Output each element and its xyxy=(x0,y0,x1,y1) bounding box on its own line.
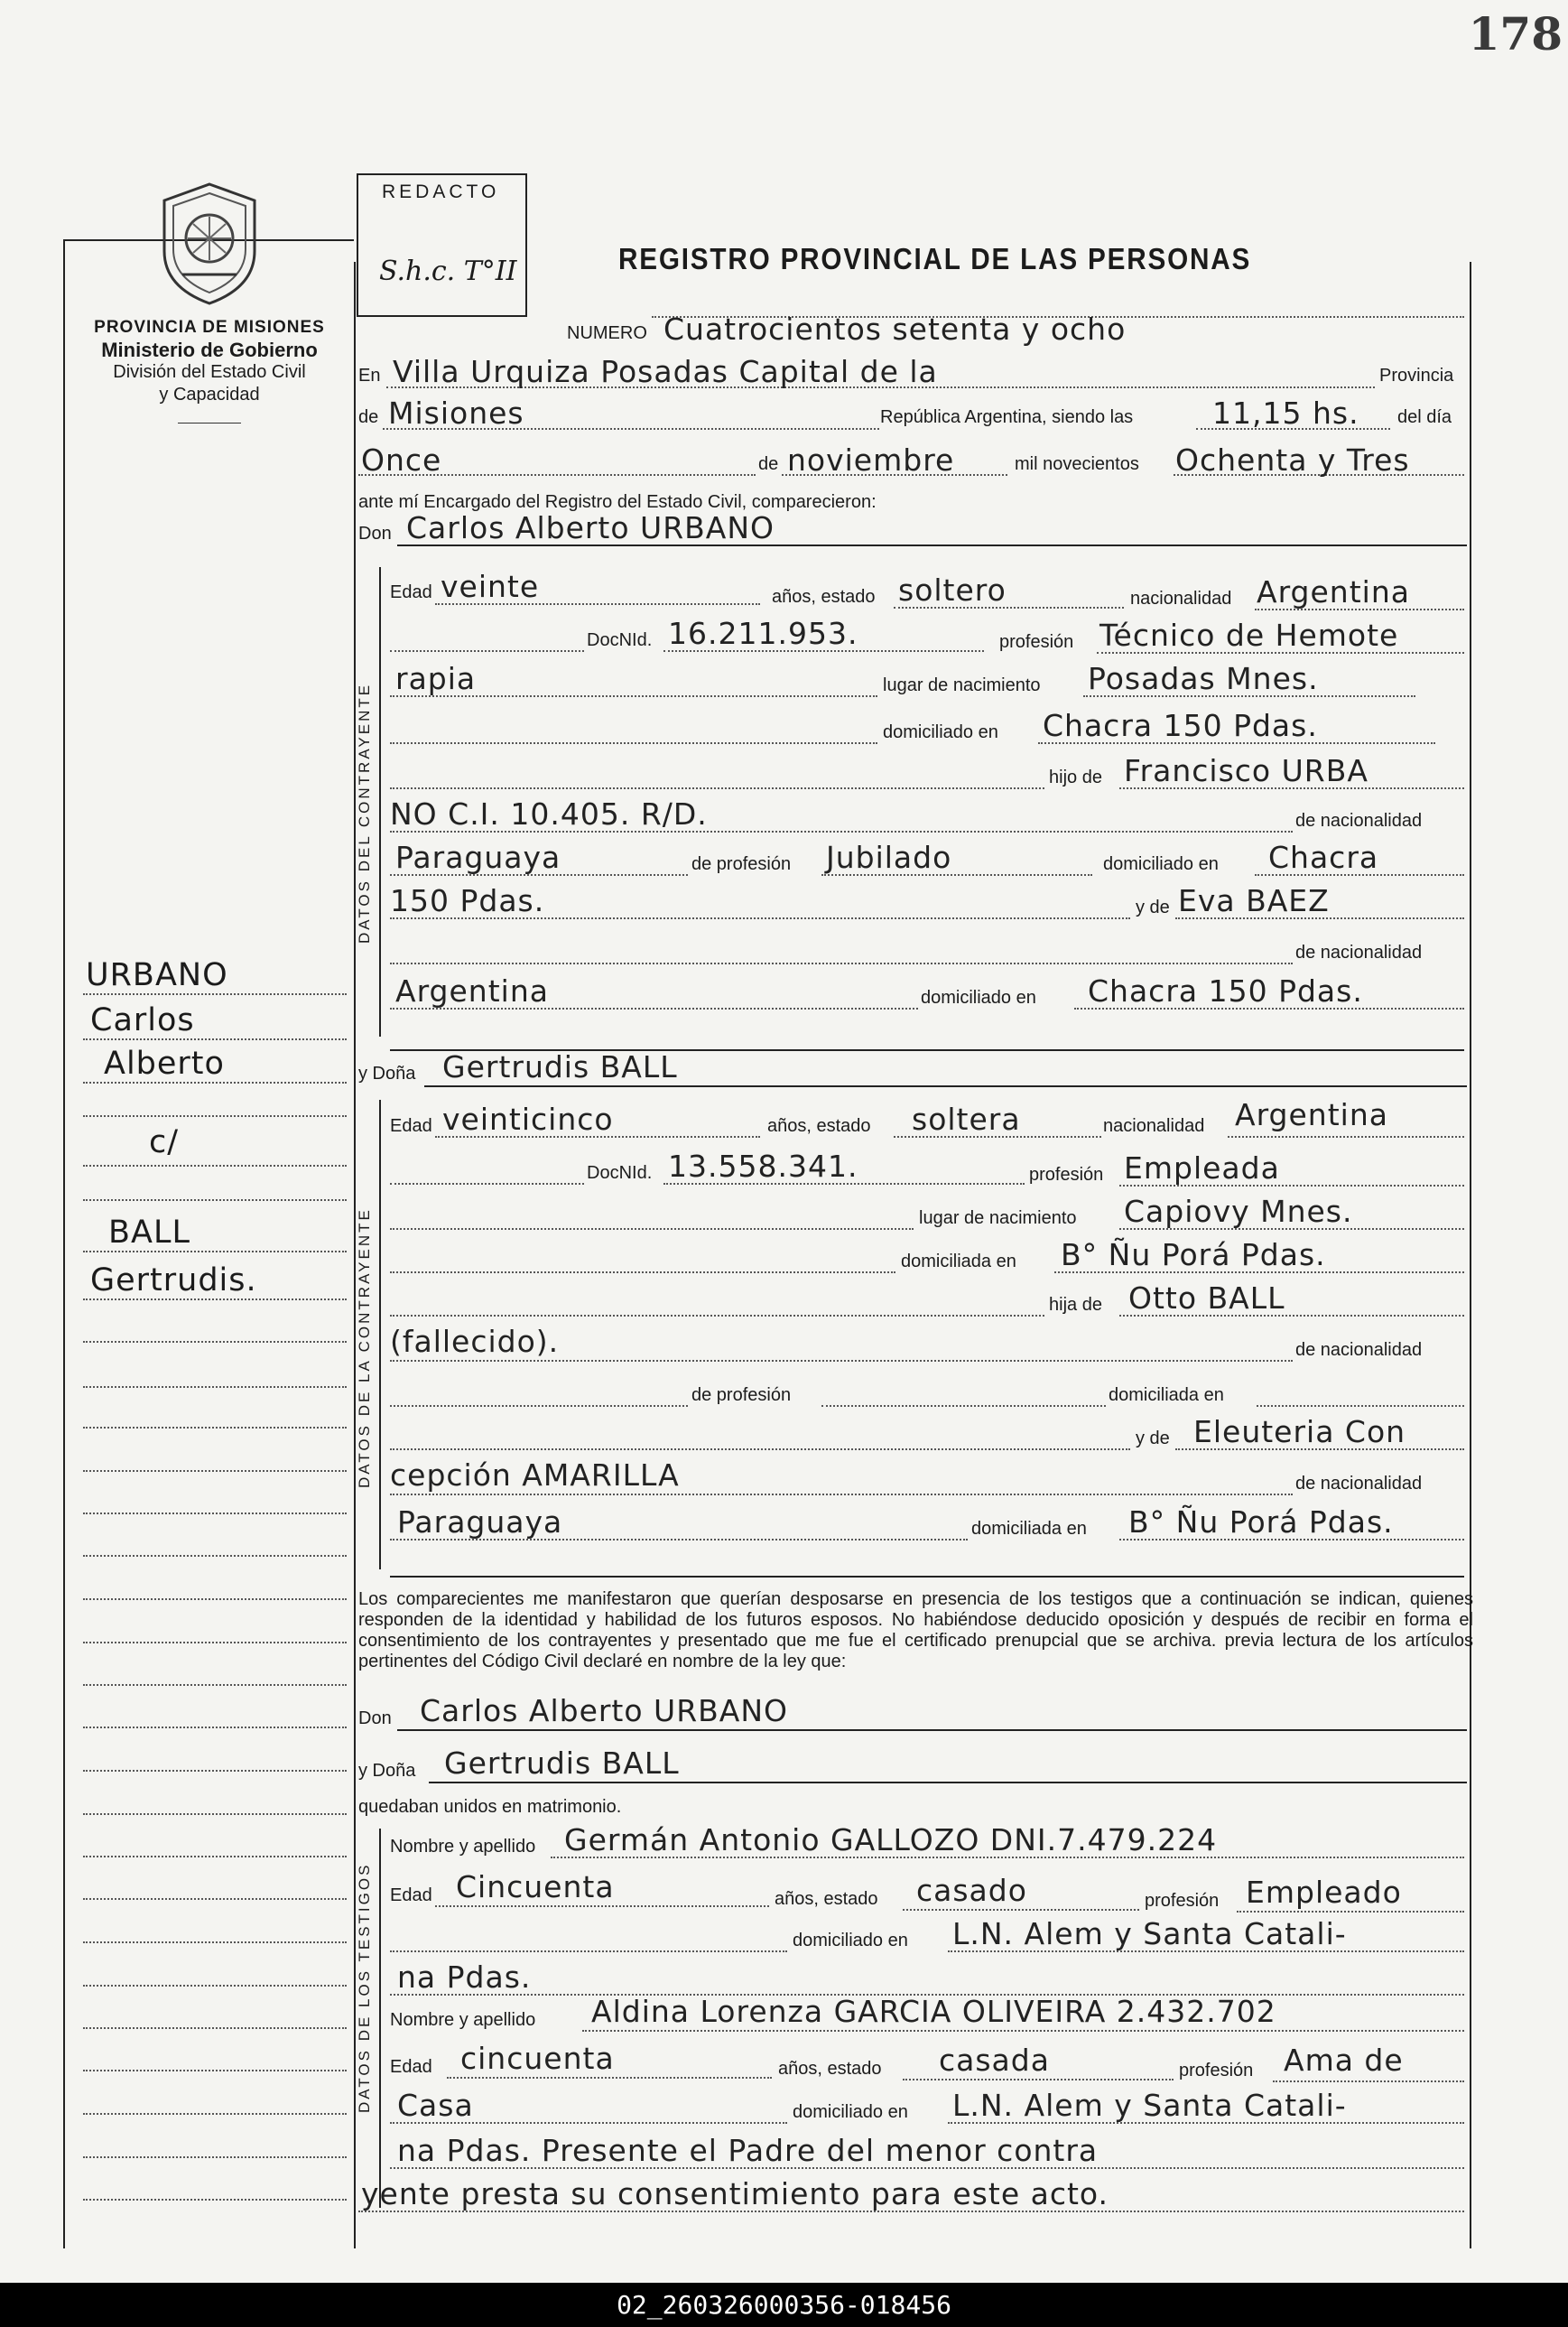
t1-domicilio-value: L.N. Alem y Santa Catali- xyxy=(952,1916,1347,1951)
t1-profesion-label: profesión xyxy=(1145,1891,1220,1911)
estado-value: soltero xyxy=(898,572,1007,608)
hijo-de-label: hijo de xyxy=(1049,768,1102,787)
hora-value: 11,15 hs. xyxy=(1212,396,1359,431)
madre-nacionalidad-value: Argentina xyxy=(395,973,549,1009)
anio-value: Ochenta y Tres xyxy=(1175,442,1410,478)
lugar-nacimiento-value: Posadas Mnes. xyxy=(1088,661,1319,696)
t1-domicilio-label: domiciliado en xyxy=(793,1931,908,1950)
redacto-label: REDACTO xyxy=(382,182,500,202)
f-padre-cont: (fallecido). xyxy=(390,1324,560,1359)
t2-profesion-value: Ama de xyxy=(1284,2043,1404,2078)
y-de-label: y de xyxy=(1136,898,1170,917)
f-doc-value: 13.558.341. xyxy=(668,1149,858,1184)
madre-domicilio-label: domiciliado en xyxy=(921,988,1036,1008)
padre-value-cont: NO C.I. 10.405. R/D. xyxy=(390,796,708,832)
t2-profesion-cont: Casa xyxy=(397,2088,474,2123)
ante-mi-text: ante mí Encargado del Registro del Estado Civil, comparecieron: xyxy=(358,492,877,512)
testigos-section-label: DATOS DE LOS TESTIGOS xyxy=(356,1862,373,2113)
padre-domicilio-label: domiciliado en xyxy=(1103,854,1219,874)
f-madre-nac-label: de nacionalidad xyxy=(1295,1474,1423,1494)
don-label: Don xyxy=(358,524,392,544)
numero-value: Cuatrocientos setenta y ocho xyxy=(663,312,1127,347)
margin-contra: c/ xyxy=(149,1124,180,1160)
f-nacionalidad-value: Argentina xyxy=(1235,1097,1388,1132)
t2-nombre-label: Nombre y apellido xyxy=(390,2010,536,2030)
republica-label: República Argentina, siendo las xyxy=(880,407,1134,427)
f-padre-nac-label: de nacionalidad xyxy=(1295,1340,1423,1360)
lugar-nacimiento-label: lugar de nacimiento xyxy=(883,675,1041,695)
f-estado-value: soltera xyxy=(912,1102,1021,1137)
t2-estado-value: casada xyxy=(939,2043,1050,2078)
edad-label: Edad xyxy=(390,582,432,602)
margin-name2: Alberto xyxy=(104,1046,225,1082)
left-margin-rule xyxy=(63,239,65,2248)
de-mes-label: de xyxy=(758,454,779,474)
f-padre-prof-label: de profesión xyxy=(691,1385,792,1405)
f-madre-cont: cepción AMARILLA xyxy=(390,1457,680,1493)
redacto-handwritten: S.h.c. T°II xyxy=(379,256,517,287)
f-madre-nac-value: Paraguaya xyxy=(397,1504,563,1540)
numero-label: NUMERO xyxy=(567,323,647,343)
ministry-name: Ministerio de Gobierno xyxy=(101,339,318,361)
padre-domicilio-value: Chacra xyxy=(1268,840,1379,875)
province-name: PROVINCIA DE MISIONES xyxy=(94,318,325,337)
de-label: de xyxy=(358,407,379,427)
t1-domicilio-cont: na Pdas. xyxy=(397,1959,532,1995)
contrayente-f-section-label: DATOS DE LA CONTRAYENTE xyxy=(356,1207,373,1488)
estado-label: años, estado xyxy=(772,587,876,607)
decl-don-value: Carlos Alberto URBANO xyxy=(420,1693,789,1728)
mes-value: noviembre xyxy=(787,442,955,478)
division-name: División del Estado Civil xyxy=(113,362,306,382)
f-doc-label: DocNId. xyxy=(587,1163,653,1183)
f-lugar-value: Capiovy Mnes. xyxy=(1124,1194,1353,1229)
t2-note-line2: yente presta su consentimiento para este acto. xyxy=(361,2176,1109,2211)
y-dona-label: y Doña xyxy=(358,1064,416,1084)
f-edad-value: veinticinco xyxy=(442,1102,614,1137)
f-lugar-label: lugar de nacimiento xyxy=(919,1208,1077,1228)
t2-note-line1: na Pdas. Presente el Padre del menor contra xyxy=(397,2133,1099,2168)
provincia-label: Provincia xyxy=(1379,366,1454,386)
padre-nacionalidad-label: de nacionalidad xyxy=(1295,811,1423,831)
padre-domicilio-cont: 150 Pdas. xyxy=(390,883,545,918)
t1-estado-value: casado xyxy=(916,1873,1027,1908)
provincia-value: Misiones xyxy=(388,396,524,431)
margin-surname2: BALL xyxy=(108,1215,190,1251)
anio-label: mil novecientos xyxy=(1015,454,1139,474)
f-padre-value: Otto BALL xyxy=(1128,1280,1285,1316)
scan-footer-id: 02_260326000356-018456 xyxy=(0,2283,1568,2327)
decl-don-label: Don xyxy=(358,1708,392,1728)
edad-value: veinte xyxy=(441,569,540,604)
nacionalidad-value: Argentina xyxy=(1257,574,1410,610)
form-right-rule xyxy=(1470,262,1471,2248)
t2-estado-label: años, estado xyxy=(778,2059,882,2079)
doc-label: DocNId. xyxy=(587,630,653,650)
t2-domicilio-value: L.N. Alem y Santa Catali- xyxy=(952,2088,1347,2123)
f-domicilio-value: B° Ñu Porá Pdas. xyxy=(1061,1237,1326,1272)
t1-nombre-label: Nombre y apellido xyxy=(390,1837,536,1857)
f-madre-value: Eleuteria Con xyxy=(1193,1414,1406,1449)
f-y-de-label: y de xyxy=(1136,1429,1170,1448)
padre-value: Francisco URBA xyxy=(1124,753,1369,788)
f-madre-dom-label: domiciliada en xyxy=(971,1519,1087,1539)
del-dia-label: del día xyxy=(1397,407,1452,427)
madre-domicilio-value: Chacra 150 Pdas. xyxy=(1088,973,1363,1009)
t2-edad-value: cincuenta xyxy=(460,2041,615,2076)
provincial-seal-icon xyxy=(155,181,264,307)
padre-profesion-value: Jubilado xyxy=(826,840,952,875)
t2-profesion-label: profesión xyxy=(1179,2061,1254,2080)
domicilio-value: Chacra 150 Pdas. xyxy=(1043,708,1318,743)
don-value: Carlos Alberto URBANO xyxy=(406,510,775,545)
f-profesion-value: Empleada xyxy=(1124,1150,1280,1186)
f-madre-dom-value: B° Ñu Porá Pdas. xyxy=(1128,1504,1394,1540)
quedaban-text: quedaban unidos en matrimonio. xyxy=(358,1797,622,1817)
t2-domicilio-label: domiciliado en xyxy=(793,2102,908,2122)
dona-value: Gertrudis BALL xyxy=(442,1049,678,1084)
margin-name1: Carlos xyxy=(90,1002,195,1038)
f-nacionalidad-label: nacionalidad xyxy=(1103,1116,1205,1136)
profesion-label: profesión xyxy=(999,632,1074,652)
doc-value: 16.211.953. xyxy=(668,616,858,651)
f-edad-label: Edad xyxy=(390,1116,432,1136)
dia-value: Once xyxy=(361,442,442,478)
f-profesion-label: profesión xyxy=(1029,1165,1104,1185)
f-domicilio-label: domiciliada en xyxy=(901,1252,1016,1271)
padre-profesion-label: de profesión xyxy=(691,854,792,874)
decl-dona-label: y Doña xyxy=(358,1761,416,1781)
t1-edad-label: Edad xyxy=(390,1885,432,1905)
t1-edad-value: Cincuenta xyxy=(456,1869,615,1904)
left-header-divider xyxy=(178,423,241,424)
decl-dona-value: Gertrudis BALL xyxy=(444,1745,680,1781)
madre-value: Eva BAEZ xyxy=(1178,883,1330,918)
registry-title: REGISTRO PROVINCIAL DE LAS PERSONAS xyxy=(618,242,1252,275)
madre-nacionalidad-label: de nacionalidad xyxy=(1295,943,1423,963)
margin-surname: URBANO xyxy=(86,957,228,993)
t1-nombre-value: Germán Antonio GALLOZO DNI.7.479.224 xyxy=(564,1822,1218,1857)
t1-profesion-value: Empleado xyxy=(1246,1875,1402,1910)
left-header xyxy=(74,316,345,424)
padre-nacionalidad-value: Paraguaya xyxy=(395,840,561,875)
profesion-value: Técnico de Hemote xyxy=(1099,618,1399,653)
t1-estado-label: años, estado xyxy=(775,1889,878,1909)
f-hija-de-label: hija de xyxy=(1049,1295,1102,1315)
f-estado-label: años, estado xyxy=(767,1116,871,1136)
profesion-value-cont: rapia xyxy=(395,661,477,696)
en-value: Villa Urquiza Posadas Capital de la xyxy=(393,354,938,389)
nacionalidad-label: nacionalidad xyxy=(1130,589,1232,609)
t2-nombre-value: Aldina Lorenza GARCIA OLIVEIRA 2.432.702 xyxy=(591,1994,1276,2029)
margin-name3: Gertrudis. xyxy=(90,1262,257,1298)
consent-paragraph: Los comparecientes me manifestaron que querían desposarse en presencia de los testigos que a continuación se indican, quienes responden de la identidad y habilidad de los futuros esposos. No habiéndose deducido oposición y después de recibir en forma el consentimiento de los contrayentes y presentado que me fue el certificado prenupcial que se archiva. previa lectura de los artículos pertinentes del Código Civil declaré en nombre de la ley que: xyxy=(358,1589,1473,1671)
f-padre-dom-label: domiciliada en xyxy=(1109,1385,1224,1405)
page-number: 178 xyxy=(1468,7,1563,61)
domicilio-label: domiciliado en xyxy=(883,722,998,742)
division-name-cont: y Capacidad xyxy=(159,385,260,405)
en-label: En xyxy=(358,366,381,386)
t2-edad-label: Edad xyxy=(390,2057,432,2077)
contrayente-section-label: DATOS DEL CONTRAYENTE xyxy=(356,682,373,944)
